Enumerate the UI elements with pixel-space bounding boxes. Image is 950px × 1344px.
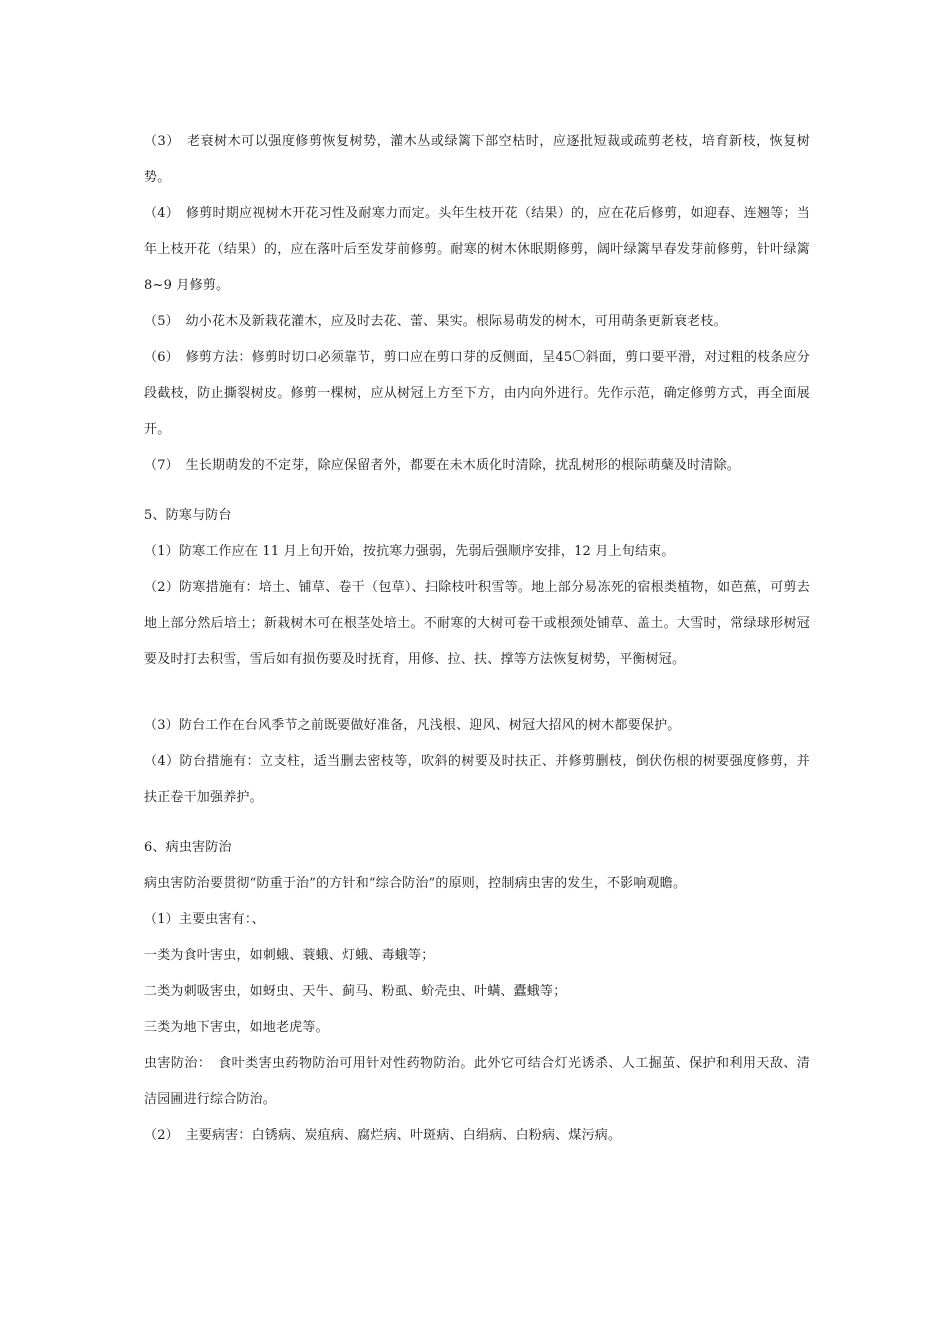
section-heading-cold-typhoon: 5、防寒与防台 <box>144 508 232 523</box>
paragraph-pest-type-1: 一类为食叶害虫，如刺蛾、蓑蛾、灯蛾、毒蛾等； <box>144 948 435 963</box>
paragraph-typhoon-4: （4）防台措施有：立支柱，适当删去密枝等，吹斜的树要及时扶正、并修剪删枝，倒伏伤根的树要强度修剪，并扶正卷干加强养护。 <box>144 754 810 805</box>
paragraph-pest-intro: 病虫害防治要贯彻“防重于治”的方针和“综合防治”的原则，控制病虫害的发生，不影响观瞻。 <box>144 876 687 891</box>
paragraph-cold-2: （2）防寒措施有：培土、铺草、卷干（包草）、扫除枝叶积雪等。地上部分易冻死的宿根类植物，如芭蕉，可剪去地上部分然后培土；新栽树木可在根茎处培土。不耐寒的大树可卷干或根颈处铺草、盖土。大雪时，常绿球形树冠要及时打去积雪，雪后如有损伤要及时抚育，用修、拉、扶、撑等方法恢复树势，平衡树冠。 <box>144 580 810 667</box>
paragraph-pruning-3: （3） 老衰树木可以强度修剪恢复树势，灌木丛或绿篱下部空枯时，应逐批短裁或疏剪老枝，培育新枝，恢复树势。 <box>144 134 810 185</box>
spacer <box>144 678 810 708</box>
paragraph-pest-1: （1）主要虫害有：、 <box>144 912 265 927</box>
paragraph-pruning-6: （6） 修剪方法：修剪时切口必须靠节，剪口应在剪口芽的反侧面，呈45〇斜面，剪口要平滑，对过粗的枝条应分段截枝，防止撕裂树皮。修剪一棵树，应从树冠上方至下方，由内向外进行。先作示范，确定修剪方式，再全面展开。 <box>144 350 810 437</box>
paragraph-pruning-5: （5） 幼小花木及新栽花灌木，应及时去花、蕾、果实。根际易萌发的树木，可用萌条更新衰老枝。 <box>144 314 727 329</box>
spacer <box>144 816 810 830</box>
spacer <box>144 484 810 498</box>
paragraph-pest-treatment: 虫害防治： 食叶类害虫药物防治可用针对性药物防治。此外它可结合灯光诱杀、人工掘茧、保护和利用天敌、清洁园圃进行综合防治。 <box>144 1056 810 1107</box>
section-heading-pest-control: 6、病虫害防治 <box>144 840 232 855</box>
paragraph-cold-1: （1）防寒工作应在 11 月上旬开始，按抗寒力强弱，先弱后强顺序安排，12 月上旬结束。 <box>144 544 675 559</box>
paragraph-pruning-4: （4） 修剪时期应视树木开花习性及耐寒力而定。头年生枝开花（结果）的，应在花后修剪，如迎春、连翘等；当年上枝开花（结果）的，应在落叶后至发芽前修剪。耐寒的树木休眠期修剪，阔叶绿篱早春发芽前修剪，针叶绿篱 8~9 月修剪。 <box>144 206 810 293</box>
paragraph-typhoon-3: （3）防台工作在台风季节之前既要做好准备，凡浅根、迎风、树冠大招风的树木都要保护。 <box>144 718 681 733</box>
paragraph-pest-type-3: 三类为地下害虫，如地老虎等。 <box>144 1020 329 1035</box>
paragraph-pruning-7: （7） 生长期萌发的不定芽，除应保留者外，都要在未木质化时清除，扰乱树形的根际萌蘖及时清除。 <box>144 458 740 473</box>
paragraph-disease-2: （2） 主要病害：白锈病、炭疽病、腐烂病、叶斑病、白绢病、白粉病、煤污病。 <box>144 1128 622 1143</box>
paragraph-pest-type-2: 二类为刺吸害虫，如蚜虫、天牛、蓟马、粉虱、蚧壳虫、叶螨、蠹蛾等； <box>144 984 567 999</box>
document-body <box>144 124 810 1154</box>
